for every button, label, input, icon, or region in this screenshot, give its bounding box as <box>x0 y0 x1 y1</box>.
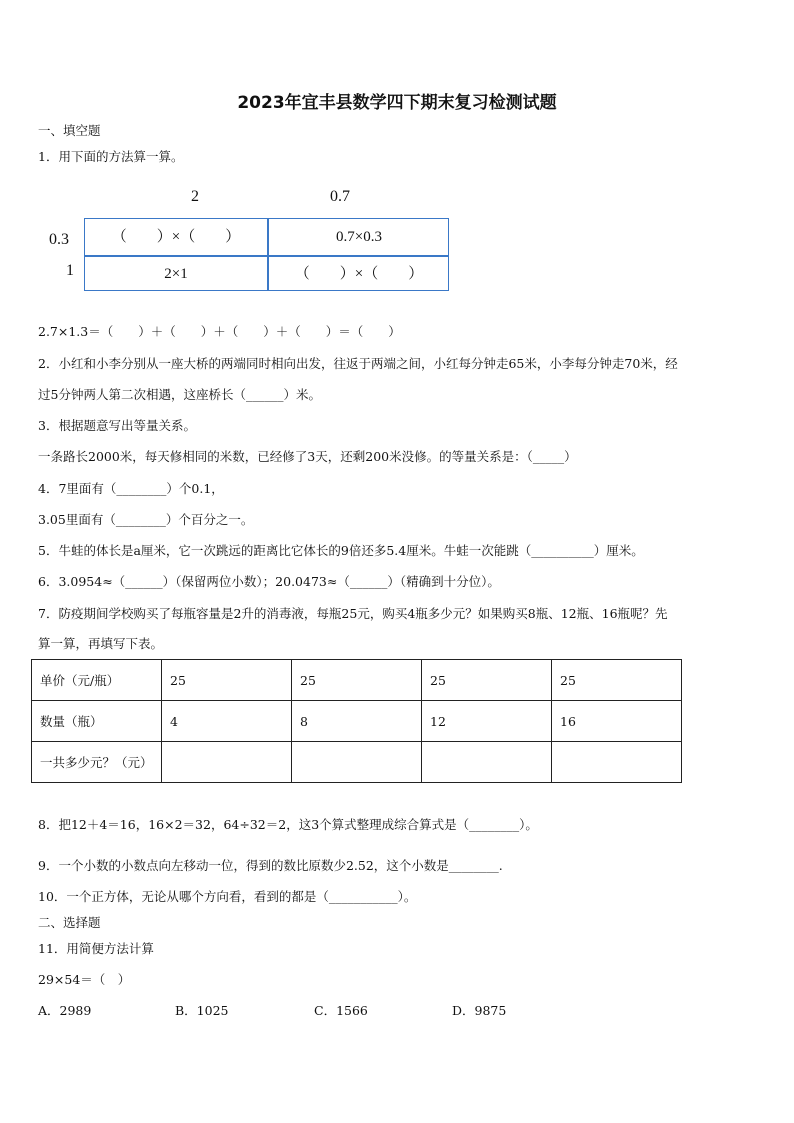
table-row-quantity <box>32 701 682 742</box>
question-6-text[interactable]: 6．3.0954≈（______）（保留两位小数）；20.0473≈（______）（精确到十分位）。 <box>38 574 500 589</box>
row-head-1: 1 <box>66 262 74 279</box>
question-1-text: 1．用下面的方法算一算。 <box>38 149 184 164</box>
option-b[interactable]: B．1025 <box>175 1003 229 1018</box>
question-2-line-1: 2．小红和小李分别从一座大桥的两端同时相向出发，往返于两端之间，小红每分钟走65米，小李每分钟走70米，经 <box>38 356 678 371</box>
table-cell: 25 <box>552 660 682 701</box>
question-11-expression[interactable]: 29×54＝（ ） <box>38 972 131 987</box>
row-label-total: 一共多少元？（元） <box>32 742 162 783</box>
section-heading-multiple-choice: 二、选择题 <box>38 915 101 930</box>
grid-cell-2x1: 2×1 <box>164 266 188 282</box>
row-label-quantity: 数量（瓶） <box>32 701 162 742</box>
question-10-text[interactable]: 10．一个正方体，无论从哪个方向看，看到的都是（___________）。 <box>38 889 417 904</box>
table-cell: 4 <box>162 701 292 742</box>
table-row-total <box>32 742 682 783</box>
table-cell: 12 <box>422 701 552 742</box>
question-5-text[interactable]: 5．牛蛙的体长是a厘米，它一次跳远的距离比它体长的9倍还多5.4厘米。牛蛙一次能跳（__________）厘米。 <box>38 543 644 558</box>
table-answer-cell[interactable] <box>422 742 552 783</box>
grid-cell-blank-1[interactable]: （ ）×（ ） <box>111 229 241 245</box>
question-1-equation[interactable]: 2.7×1.3＝（ ）＋（ ）＋（ ）＋（ ）＝（ ） <box>38 324 401 339</box>
table-answer-cell[interactable] <box>162 742 292 783</box>
table-answer-cell[interactable] <box>292 742 422 783</box>
column-head-2: 2 <box>191 188 199 205</box>
table-cell: 8 <box>292 701 422 742</box>
price-table <box>31 659 682 783</box>
table-row-unit-price <box>32 660 682 701</box>
area-model-grid <box>84 218 449 291</box>
option-a[interactable]: A．2989 <box>38 1003 92 1018</box>
table-cell: 16 <box>552 701 682 742</box>
row-label-unit-price: 单价（元/瓶） <box>32 660 162 701</box>
section-heading-fill-blank: 一、填空题 <box>38 123 101 138</box>
question-9-text[interactable]: 9．一个小数的小数点向左移动一位，得到的数比原数少2.52，这个小数是________. <box>38 858 503 873</box>
question-2-line-2[interactable]: 过5分钟两人第二次相遇，这座桥长（______）米。 <box>38 387 321 402</box>
table-cell: 25 <box>292 660 422 701</box>
grid-cell-0-7x0-3: 0.7×0.3 <box>336 229 382 245</box>
row-head-0-3: 0.3 <box>49 231 69 248</box>
option-d[interactable]: D．9875 <box>452 1003 507 1018</box>
question-4-line-1[interactable]: 4．7里面有（________）个0.1， <box>38 481 224 496</box>
column-head-0-7: 0.7 <box>330 188 350 205</box>
question-3-line-1: 3．根据题意写出等量关系。 <box>38 418 196 433</box>
question-11-text: 11．用简便方法计算 <box>38 941 154 956</box>
question-3-line-2[interactable]: 一条路长2000米，每天修相同的米数，已经修了3天，还剩200米没修。的等量关系是：（_____） <box>38 449 577 464</box>
option-c[interactable]: C．1566 <box>314 1003 368 1018</box>
question-4-line-2[interactable]: 3.05里面有（________）个百分之一。 <box>38 512 254 527</box>
grid-cell-blank-2[interactable]: （ ）×（ ） <box>294 266 424 282</box>
table-cell: 25 <box>422 660 552 701</box>
table-cell: 25 <box>162 660 292 701</box>
question-7-line-1: 7．防疫期间学校购买了每瓶容量是2升的消毒液，每瓶25元，购买4瓶多少元？如果购买8瓶、12瓶、16瓶呢？先 <box>38 606 668 621</box>
table-answer-cell[interactable] <box>552 742 682 783</box>
page-title: 2023年宜丰县数学四下期末复习检测试题 <box>237 93 557 113</box>
question-7-line-2: 算一算，再填写下表。 <box>38 636 164 651</box>
question-8-text[interactable]: 8．把12＋4＝16，16×2＝32，64÷32＝2，这3个算式整理成综合算式是（________）。 <box>38 817 538 832</box>
